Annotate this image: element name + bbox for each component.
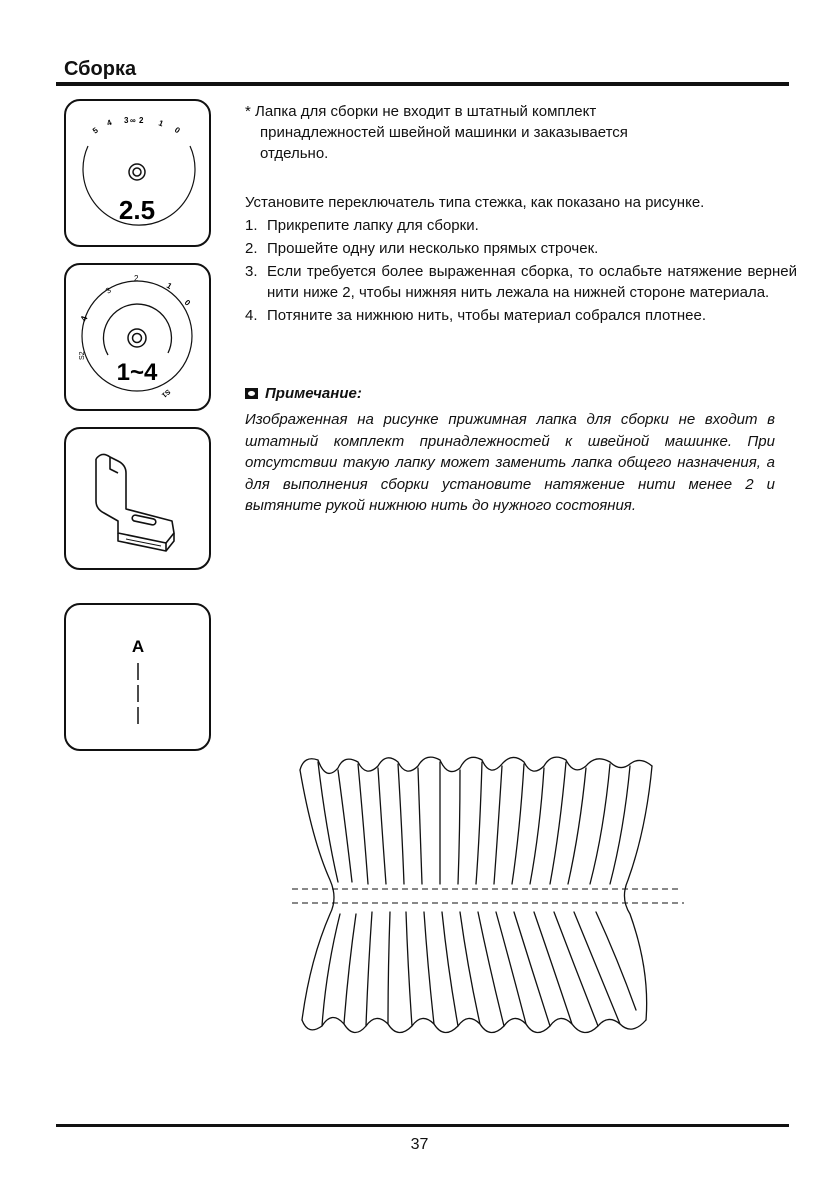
- step-item: [245, 261, 797, 303]
- scale-tick: 4: [78, 314, 90, 323]
- scale-tick: 3: [103, 285, 113, 296]
- note-body: Изображенная на рисунке прижимная лапка для сборки не входит в штатный комплект принадлежностей к швейной машинке. При отсутствии такую лапку может заменить лапка общего назначения, а для выполнения сборки установите натяжение нити менее 2 и вытяните рукой нижнюю нить до нужного состояния.: [245, 411, 775, 514]
- footer-divider: [56, 1124, 789, 1127]
- footnote: [245, 101, 797, 164]
- scale-tick: 0: [172, 125, 182, 136]
- step-number: 4.: [245, 307, 258, 324]
- gathering-foot-icon: [66, 429, 208, 567]
- footnote-line: * Лапка для сборки не входит в штатный комплект: [245, 103, 597, 120]
- header-divider: [56, 82, 789, 86]
- stitch-width-panel: [64, 263, 211, 411]
- scale-tick: S2: [79, 351, 86, 360]
- page-number: 37: [410, 1136, 429, 1153]
- dial-knob-outer: [129, 164, 145, 180]
- step-text: Прикрепите лапку для сборки.: [267, 217, 479, 234]
- step-text: Прошейте одну или несколько прямых строчек.: [267, 240, 599, 257]
- step-item: [245, 238, 797, 259]
- scale-tick: 1: [165, 280, 174, 291]
- stitch-pattern-label: A: [131, 637, 145, 656]
- stitch-pattern-panel: [64, 603, 211, 751]
- intro-text: Установите переключатель типа стежка, как показано на рисунке.: [245, 194, 705, 211]
- scale-tick: 0: [182, 298, 193, 308]
- scale-tick: 5: [90, 125, 100, 136]
- eye-icon: [245, 388, 258, 399]
- stitch-length-dial: [66, 101, 208, 244]
- scale-tick: S1: [160, 387, 172, 399]
- stitch-length-panel: [64, 99, 211, 247]
- step-text: Если требуется более выраженная сборка, то ослабьте натяжение верней нити ниже 2, чтобы нижняя нить лежала на нижней стороне материала.: [267, 263, 797, 301]
- footnote-line: принадлежностей швейной машинки и заказывается: [260, 124, 628, 141]
- scale-tick: 3: [124, 116, 129, 125]
- stitch-length-value: 2.5: [118, 195, 156, 225]
- scale-tick: 2: [139, 116, 144, 125]
- dial-knob-inner: [133, 168, 141, 176]
- step-text: Потяните за нижнюю нить, чтобы материал собрался плотнее.: [267, 307, 707, 324]
- stitch-width-dial: [66, 265, 208, 408]
- gathering-foot-panel: [64, 427, 211, 570]
- stitch-pattern-display: [66, 605, 208, 748]
- note-heading: [245, 385, 362, 402]
- note-title: Примечание:: [265, 385, 362, 402]
- scale-tick: 4: [105, 117, 113, 128]
- scale-tick: 1: [157, 118, 165, 129]
- scale-tick-sym: ∞: [130, 116, 136, 125]
- instructions: [245, 192, 797, 326]
- step-number: 1.: [245, 217, 258, 234]
- dial-knob-outer: [128, 329, 146, 347]
- step-item: [245, 305, 797, 326]
- step-number: 2.: [245, 240, 258, 257]
- page-title: Сборка: [64, 58, 137, 80]
- step-item: [245, 215, 797, 236]
- step-number: 3.: [245, 263, 258, 280]
- dial-knob-inner: [133, 334, 142, 343]
- stitch-width-value: 1~4: [116, 359, 158, 386]
- footnote-line: отдельно.: [260, 145, 329, 162]
- scale-tick: 2: [134, 274, 139, 283]
